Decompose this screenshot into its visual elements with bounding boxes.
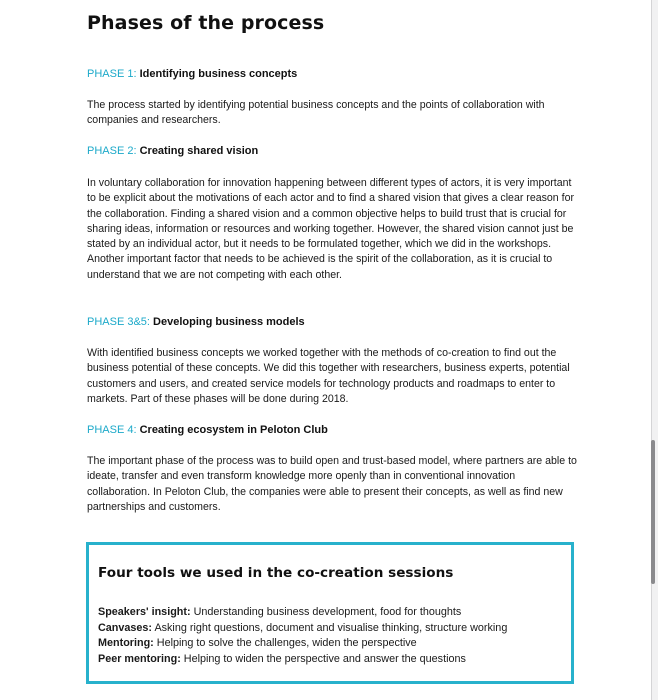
phase-3-5-body: With identified business concepts we worked together with the methods of co-creation to find out the business potential of these concepts. We did this together with researchers, business experts, potential customers and users, and created service models for technology products and roadmaps to enter to markets. Part of these phases will be done during 2018. (87, 347, 570, 405)
phase-3-5-title: Developing business models (153, 316, 305, 328)
tool-name: Peer mentoring: (98, 652, 181, 665)
tool-name: Mentoring: (98, 637, 154, 650)
phase-1-heading (87, 68, 297, 80)
tool-description: Helping to solve the challenges, widen the perspective (156, 637, 417, 650)
tool-item (98, 605, 507, 621)
tools-list (98, 605, 507, 667)
tool-item (98, 652, 507, 668)
phase-1-body: The process started by identifying potential business concepts and the points of collaboration with companies and researchers. (87, 99, 545, 127)
tools-callout-box (86, 542, 574, 684)
phase-3-5-label: PHASE 3&5: (87, 316, 150, 328)
phase-2-heading (87, 145, 258, 157)
phase-1-title: Identifying business concepts (139, 68, 298, 80)
phase-2-label: PHASE 2: (87, 145, 137, 157)
scrollbar-thumb[interactable] (651, 440, 655, 584)
tools-callout-title: Four tools we used in the co-creation sessions (98, 565, 454, 581)
tool-name: Speakers' insight: (98, 606, 191, 618)
phase-4-label: PHASE 4: (87, 424, 137, 436)
tool-item (98, 636, 507, 652)
phase-4-title: Creating ecosystem in Peloton Club (139, 424, 328, 436)
page-title: Phases of the process (87, 12, 325, 34)
tool-name: Canvases: (98, 621, 153, 634)
phase-3-5-heading (87, 316, 305, 328)
tool-description: Helping to widen the perspective and answer the questions (183, 652, 466, 665)
phase-1-label: PHASE 1: (87, 68, 137, 80)
phase-2-body: In voluntary collaboration for innovation happening between different types of actors, it is very important to be explicit about the motivations of each actor and to find a shared vision that gives a clear reason for the collaboration. Finding a shared vision and a common objective helps to build trust that is crucial for sharing ideas, information or resources and working together. However, the shared vision cannot just be stated by an individual actor, but it needs to be formulated together, which we did in the workshops. Another important factor that needs to be achieved is the spirit of the collaboration, as it is crucial to understand that we are not competing with each other. (87, 177, 575, 281)
tool-description: Understanding business development, food for thoughts (193, 606, 462, 618)
tool-description: Asking right questions, document and visualise thinking, structure working (154, 621, 508, 634)
phase-4-heading (87, 424, 328, 436)
phase-2-title: Creating shared vision (139, 145, 259, 157)
phase-4-body: The important phase of the process was to build open and trust-based model, where partners are able to ideate, transfer and even transform knowledge more openly than in conventional innovation collaboration. In Peloton Club, the companies were able to present their concepts, as well as find new partnerships and customers. (87, 455, 577, 513)
tool-item (98, 621, 507, 637)
scroll-track[interactable] (652, 0, 658, 700)
